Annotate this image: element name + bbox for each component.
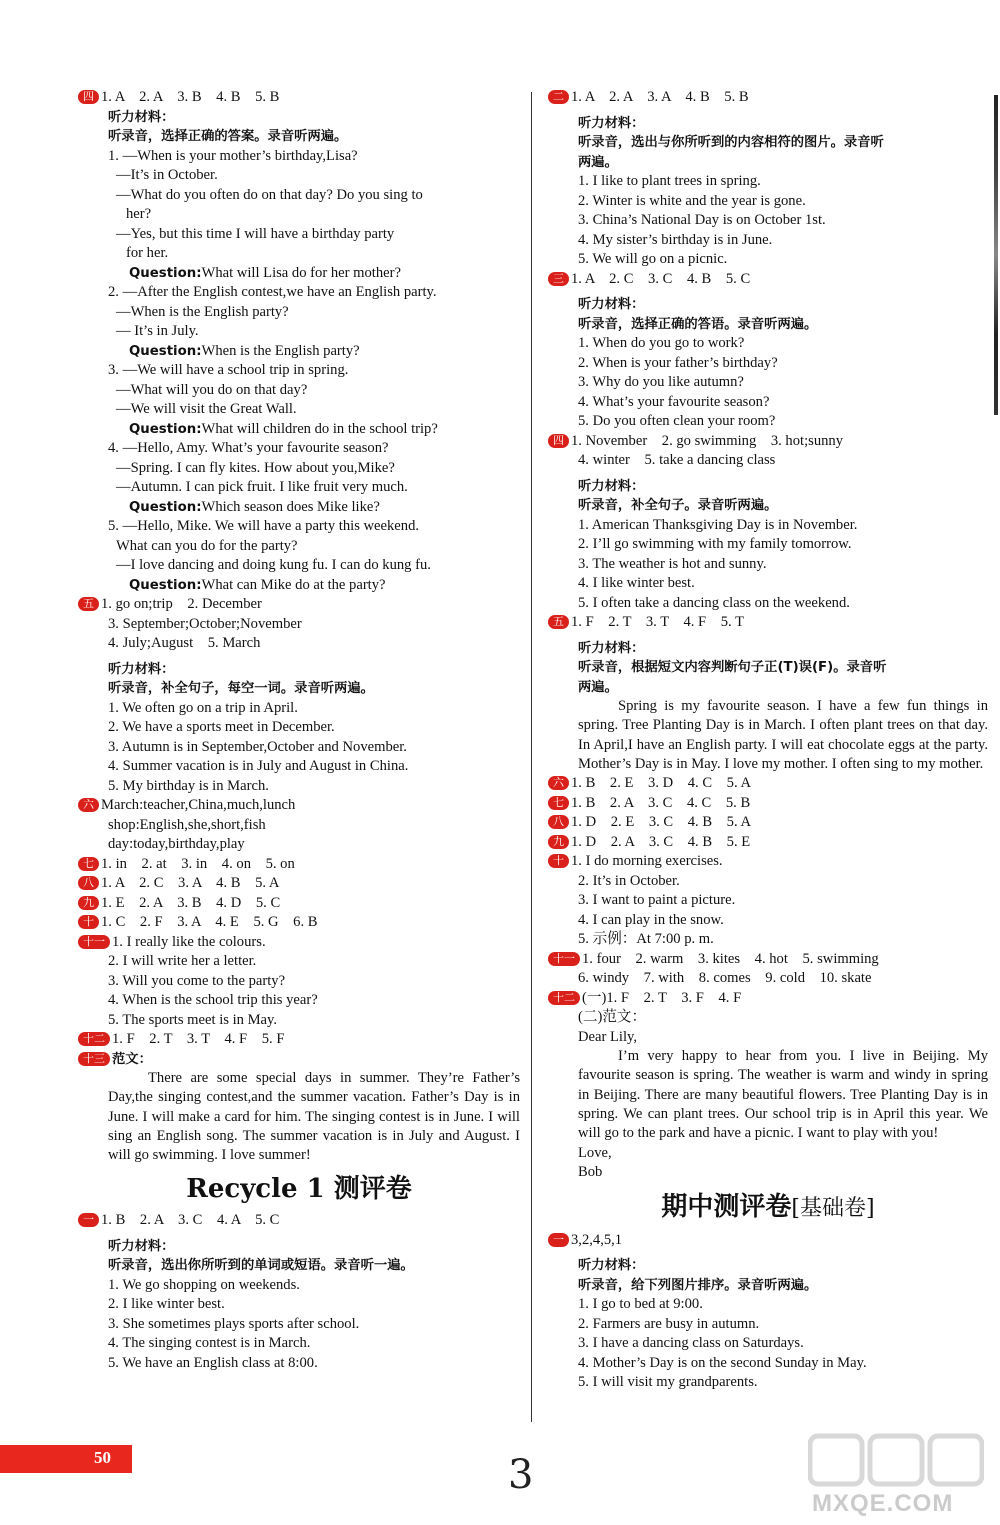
list-item: 3. Autumn is in September,October and November. [108, 738, 407, 755]
dialogue-text: Which season does Mike like? [201, 498, 380, 515]
answer-line [78, 913, 520, 933]
list-item: 4. What’s your favourite season? [578, 393, 770, 410]
list-item: 4. I can play in the snow. [578, 911, 724, 928]
page-number-bar [0, 1445, 132, 1473]
dialogue-text: 2. —After the English contest,we have an English party. [108, 284, 437, 300]
answers: 1. I do morning exercises. [571, 853, 723, 870]
letter-greeting: Dear Lily, [578, 1028, 638, 1045]
section-badge: 十 [78, 915, 99, 929]
material-label: 听力材料： [578, 1258, 645, 1274]
section-badge: 八 [548, 815, 569, 829]
answers: 3,2,4,5,1 [571, 1231, 623, 1248]
list-item: 2. We have a sports meet in December. [108, 719, 335, 735]
dialogue-text: What can Mike do at the party? [201, 576, 386, 593]
dialogue-line [78, 400, 520, 420]
dialogue-text: her? [126, 206, 152, 222]
section-badge: 九 [548, 835, 569, 849]
answer-line [548, 794, 988, 814]
answers: 1. A 2. C 3. C 4. B 5. C [571, 270, 751, 287]
list-item: 5. I will visit my grandparents. [578, 1374, 758, 1391]
instruction: 听录音，根据短文内容判断句子正(T)误(F)。录音听 [578, 660, 887, 675]
dialogue-line [78, 244, 520, 264]
instruction: 两遍。 [578, 154, 618, 170]
answers: (一)1. F 2. T 3. F 4. F [582, 989, 742, 1006]
handwritten-mark: 3 [508, 1452, 534, 1498]
list-item: 3. The weather is hot and sunny. [578, 555, 767, 572]
dialogue-line [78, 147, 520, 167]
dialogue-line [78, 303, 520, 323]
list-item: 5. I often take a dancing class on the weekend. [578, 594, 850, 611]
list-item: 1. We go shopping on weekends. [108, 1276, 300, 1293]
answer-line [548, 88, 988, 108]
dialogue-line [78, 225, 520, 245]
dialogue-text: —We will visit the Great Wall. [116, 401, 297, 417]
column-divider [531, 92, 532, 1422]
list-item: 4. My sister’s birthday is in June. [578, 231, 773, 248]
list-item: 2. I like winter best. [108, 1296, 225, 1313]
section-badge: 七 [548, 796, 569, 810]
dialogue-line [78, 166, 520, 186]
list-item: 4. Summer vacation is in July and August in China. [108, 758, 409, 774]
watermark-logo-icon [808, 1432, 984, 1488]
section-badge: 六 [548, 776, 569, 790]
answer-line [78, 1030, 520, 1050]
dialogue-text: — It’s in July. [116, 323, 199, 339]
dialogue-line [78, 459, 520, 479]
page-edge-decoration [994, 95, 998, 415]
list-item: 2. I will write her a letter. [108, 953, 257, 969]
right-column [548, 88, 988, 1393]
answers: 4. winter 5. take a dancing class [578, 452, 776, 468]
material-label: 听力材料： [108, 661, 175, 677]
section-badge: 六 [78, 798, 99, 812]
list-item: 5. 示例：At 7:00 p. m. [578, 931, 714, 948]
instruction: 听录音，选出与你所听到的内容相符的图片。录音听 [578, 135, 884, 150]
midterm-subtitle: [基础卷] [791, 1195, 875, 1221]
answers: 4. July;August 5. March [108, 635, 261, 651]
material-label: 听力材料： [578, 297, 645, 312]
list-item: 3. I want to paint a picture. [578, 892, 736, 909]
material-label: 听力材料： [108, 109, 175, 125]
instruction: 听录音，选出你所听到的单词或短语。录音听一遍。 [108, 1258, 414, 1274]
list-item: 4. The singing contest is in March. [108, 1335, 311, 1352]
answers: 1. A 2. C 3. A 4. B 5. A [101, 875, 280, 891]
answers: 1. I really like the colours. [112, 933, 266, 950]
answers: 1. D 2. E 3. C 4. B 5. A [571, 814, 751, 831]
list-item: 3. She sometimes plays sports after school. [108, 1315, 360, 1332]
answer-line [78, 874, 520, 894]
dialogue-line [78, 498, 520, 518]
section-badge: 五 [78, 597, 99, 611]
dialogue-text: 5. —Hello, Mike. We will have a party this weekend. [108, 518, 420, 534]
dialogue-text: When is the English party? [201, 342, 360, 359]
section-badge: 十 [548, 854, 569, 868]
question-label: Question: [129, 421, 202, 437]
list-item: 1. When do you go to work? [578, 335, 745, 351]
question-label: Question: [129, 499, 202, 515]
list-item: 1. American Thanksgiving Day is in November. [578, 516, 858, 533]
list-item: 5. The sports meet is in May. [108, 1011, 278, 1028]
answers: 1. C 2. F 3. A 4. E 5. G 6. B [101, 914, 318, 930]
list-item: 4. Mother’s Day is on the second Sunday in May. [578, 1354, 867, 1371]
list-item: 2. Farmers are busy in autumn. [578, 1315, 760, 1332]
question-label: Question: [129, 265, 202, 281]
section-title [548, 1187, 988, 1229]
dialogue-line [78, 342, 520, 362]
list-item: 4. When is the school trip this year? [108, 992, 318, 1008]
section-badge: 七 [78, 857, 99, 871]
answer-line [78, 855, 520, 875]
answer-line [548, 432, 988, 452]
answers: 1. E 2. A 3. B 4. D 5. C [101, 894, 281, 911]
answer-line [548, 774, 988, 794]
section-badge: 八 [78, 876, 99, 890]
left-column [78, 88, 520, 1373]
section-badge: 九 [78, 896, 99, 910]
section-badge: 四 [548, 434, 569, 448]
page-number: 50 [94, 1448, 111, 1467]
dialogue-text: 4. —Hello, Amy. What’s your favourite season? [108, 440, 389, 456]
model-essay: There are some special days in summer. They’re Father’s Day,the singing contest,and the summer vacation. Father’s Day is in June. I will make a card for him. The singing contest is in June. I will sing an English song. The summer vacation is in July and August. I will go swimming. I love summer! [108, 1070, 520, 1164]
section-title: Recycle 1 测评卷 [186, 1174, 412, 1205]
list-item: 1. I like to plant trees in spring. [578, 173, 761, 189]
dialogue-line [78, 576, 520, 596]
answers: 1. B 2. A 3. C 4. A 5. C [101, 1212, 280, 1229]
answer-line [548, 852, 988, 872]
section-badge: 十二 [548, 991, 580, 1005]
answers: 1. go on;trip 2. December [101, 596, 262, 612]
dialogue-text: —Autumn. I can pick fruit. I like fruit very much. [116, 479, 408, 495]
section-badge: 十三 [78, 1052, 110, 1066]
answers: 1. D 2. A 3. C 4. B 5. E [571, 833, 751, 850]
dialogue-line [78, 322, 520, 342]
answer-line [548, 270, 988, 290]
answers: shop:English,she,short,fish [108, 816, 266, 833]
answers: 1. A 2. A 3. A 4. B 5. B [571, 89, 749, 105]
answer-line [548, 950, 988, 970]
dialogue-line [78, 283, 520, 303]
dialogue-line [78, 205, 520, 225]
list-item: 2. When is your father’s birthday? [578, 354, 778, 371]
dialogue-text: —What will you do on that day? [116, 381, 308, 398]
dialogue-line [78, 264, 520, 284]
model-essay-label: (二)范文： [578, 1009, 647, 1026]
dialogue-text: What will children do in the school trip? [201, 420, 438, 437]
list-item: 2. I’ll go swimming with my family tomorrow. [578, 536, 852, 552]
answers: 1. B 2. A 3. C 4. C 5. B [571, 794, 751, 811]
dialogue-text: What will Lisa do for her mother? [201, 264, 401, 281]
answers: 1. four 2. warm 3. kites 4. hot 5. swimming [582, 950, 879, 967]
dialogue-line [78, 537, 520, 557]
dialogue-line [78, 556, 520, 576]
listening-passage: Spring is my favourite season. I have a few fun things in spring. Tree Planting Day is in March. I often plant trees on that day. In April,I have an English party. I will eat chocolate eggs at the party. Mother’s Day is in May. I love my mother. I often sing to my mother. [578, 698, 988, 772]
list-item: 3. I have a dancing class on Saturdays. [578, 1335, 804, 1352]
instruction: 两遍。 [578, 679, 618, 695]
answer-line [78, 796, 520, 816]
material-label: 听力材料： [578, 478, 645, 494]
section-badge: 四 [78, 90, 99, 104]
list-item: 5. We have an English class at 8:00. [108, 1354, 318, 1371]
answers: March:teacher,China,much,lunch [101, 797, 296, 813]
question-label: Question: [129, 577, 202, 593]
section-badge: 一 [78, 1213, 99, 1227]
answers: 1. in 2. at 3. in 4. on 5. on [101, 855, 295, 872]
list-item: 5. We will go on a picnic. [578, 251, 728, 267]
answers: 1. November 2. go swimming 3. hot;sunny [571, 432, 844, 449]
dialogue-line [78, 381, 520, 401]
material-label: 听力材料： [578, 640, 645, 656]
letter-closing: Love, [578, 1144, 612, 1161]
dialogue-text: —I love dancing and doing kung fu. I can do kung fu. [116, 557, 431, 573]
dialogue-text: What can you do for the party? [116, 537, 298, 554]
answer-line [78, 1211, 520, 1231]
answers: 1. F 2. T 3. T 4. F 5. F [112, 1031, 285, 1047]
instruction: 听录音，选择正确的答语。录音听两遍。 [578, 316, 818, 332]
answers: 3. September;October;November [108, 615, 302, 632]
dialogue-text: —It’s in October. [116, 167, 218, 183]
dialogue-text: 3. —We will have a school trip in spring. [108, 362, 349, 378]
letter-signature: Bob [578, 1164, 603, 1181]
dialogue-line [78, 478, 520, 498]
midterm-title: 期中测评卷 [661, 1191, 792, 1222]
list-item: 5. My birthday is in March. [108, 777, 269, 794]
answer-line [548, 833, 988, 853]
material-label: 听力材料： [578, 115, 645, 131]
instruction: 听录音，选择正确的答案。录音听两遍。 [108, 129, 348, 144]
answer-line [78, 88, 520, 108]
answers: 6. windy 7. with 8. comes 9. cold 10. skate [578, 970, 872, 987]
answer-line [548, 989, 988, 1009]
answers: 1. A 2. A 3. B 4. B 5. B [101, 89, 280, 105]
answer-line [548, 813, 988, 833]
model-essay-label: 范文： [112, 1051, 152, 1067]
question-label: Question: [129, 343, 202, 359]
dialogue-line [78, 517, 520, 537]
answers: day:today,birthday,play [108, 836, 245, 852]
dialogue-text: —Yes, but this time I will have a birthday party [116, 225, 395, 242]
answer-line [548, 1231, 988, 1251]
list-item: 3. Will you come to the party? [108, 972, 286, 989]
dialogue-text: 1. —When is your mother’s birthday,Lisa? [108, 147, 358, 164]
dialogue-line [78, 420, 520, 440]
answer-line [548, 613, 988, 633]
dialogue-line [78, 361, 520, 381]
section-badge: 十一 [548, 952, 580, 966]
answer-line [78, 894, 520, 914]
list-item: 1. We often go on a trip in April. [108, 699, 298, 716]
dialogue-text: —When is the English party? [116, 303, 289, 320]
instruction: 听录音，补全句子，每空一词。录音听两遍。 [108, 681, 374, 696]
dialogue-line [78, 439, 520, 459]
section-badge: 一 [548, 1233, 569, 1247]
answers: 1. B 2. E 3. D 4. C 5. A [571, 775, 751, 792]
section-badge: 二 [548, 90, 569, 104]
list-item: 1. I go to bed at 9:00. [578, 1296, 703, 1313]
answer-line [78, 595, 520, 615]
dialogue-text: —What do you often do on that day? Do you sing to [116, 186, 423, 203]
instruction: 听录音，补全句子。录音听两遍。 [578, 498, 778, 513]
watermark-url: MXQE.COM [812, 1490, 954, 1517]
instruction: 听录音，给下列图片排序。录音听两遍。 [578, 1277, 818, 1293]
dialogue-list [78, 147, 520, 596]
section-badge: 十一 [78, 935, 110, 949]
section-badge: 三 [548, 272, 569, 286]
dialogue-text: for her. [126, 245, 169, 261]
list-item: 3. Why do you like autumn? [578, 374, 744, 390]
list-item: 3. China’s National Day is on October 1st. [578, 212, 826, 228]
answers: 1. F 2. T 3. T 4. F 5. T [571, 614, 745, 630]
answer-line [78, 1050, 520, 1070]
dialogue-line [78, 186, 520, 206]
dialogue-text: —Spring. I can fly kites. How about you,Mike? [116, 459, 395, 476]
model-essay: I’m very happy to hear from you. I live in Beijing. My favourite season is spring. The weather is warm and windy in spring in Beijing. There are many beautiful flowers. Tree Planting Day is in spring. We can plant trees. Our school trip is in April this year. We will go to the park and have a picnic. I want to play with you! [578, 1048, 988, 1142]
list-item: 2. Winter is white and the year is gone. [578, 192, 806, 209]
list-item: 5. Do you often clean your room? [578, 413, 776, 429]
list-item: 2. It’s in October. [578, 872, 680, 889]
list-item: 4. I like winter best. [578, 575, 695, 591]
answer-line [78, 933, 520, 953]
material-label: 听力材料： [108, 1238, 175, 1254]
section-badge: 五 [548, 615, 569, 629]
section-badge: 十二 [78, 1032, 110, 1046]
